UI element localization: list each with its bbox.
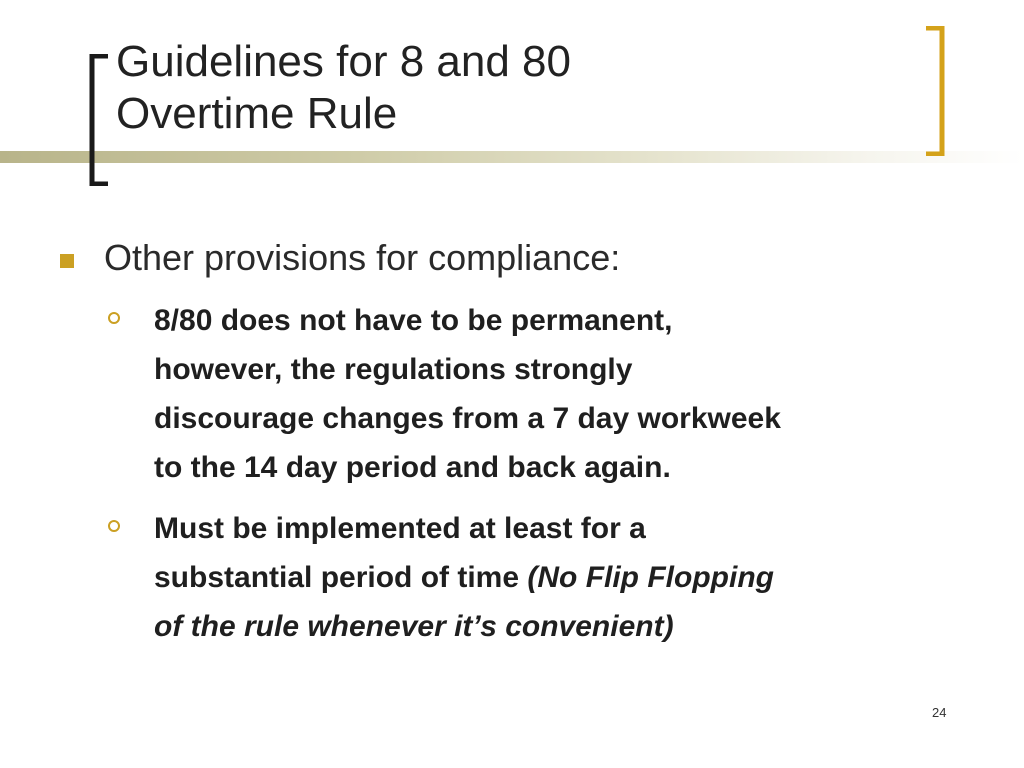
sub-bullet-1-line-4: to the 14 day period and back again.	[154, 451, 671, 484]
sub-bullet-1-line-1: 8/80 does not have to be permanent,	[154, 304, 673, 337]
sub-bullet-item-1	[54, 296, 1004, 492]
page-number: 24	[932, 705, 947, 720]
sub-bullet-1-line-2: however, the regulations strongly	[154, 353, 633, 386]
sub-bullet-2-line-3	[154, 602, 1004, 651]
sub-bullet-2-emphasis-2: of the rule whenever it’s convenient)	[154, 610, 674, 643]
sub-bullet-list	[54, 296, 1004, 651]
title-accent-line	[0, 151, 1024, 163]
slide-title-line-1: Guidelines for 8 and 80	[116, 37, 571, 86]
left-bracket-icon	[88, 54, 112, 186]
square-bullet-icon	[60, 254, 74, 268]
slide-title	[116, 36, 896, 140]
sub-bullet-item-2	[54, 504, 1004, 651]
hollow-circle-bullet-icon	[108, 312, 120, 324]
sub-bullet-2-emphasis-1: (No Flip Flopping	[527, 561, 774, 594]
right-bracket-icon	[922, 26, 946, 156]
slide-body	[54, 232, 1004, 663]
sub-bullet-2-line-2	[154, 553, 1004, 602]
slide-title-line-2: Overtime Rule	[116, 89, 398, 138]
main-bullet-text: Other provisions for compliance:	[104, 237, 621, 278]
sub-bullet-2-line-2-text: substantial period of time	[154, 561, 528, 594]
sub-bullet-1-line-3: discourage changes from a 7 day workweek	[154, 402, 781, 435]
sub-bullet-2-line-1: Must be implemented at least for a	[154, 512, 646, 545]
hollow-circle-bullet-icon	[108, 520, 120, 532]
main-bullet-item	[54, 232, 1004, 284]
